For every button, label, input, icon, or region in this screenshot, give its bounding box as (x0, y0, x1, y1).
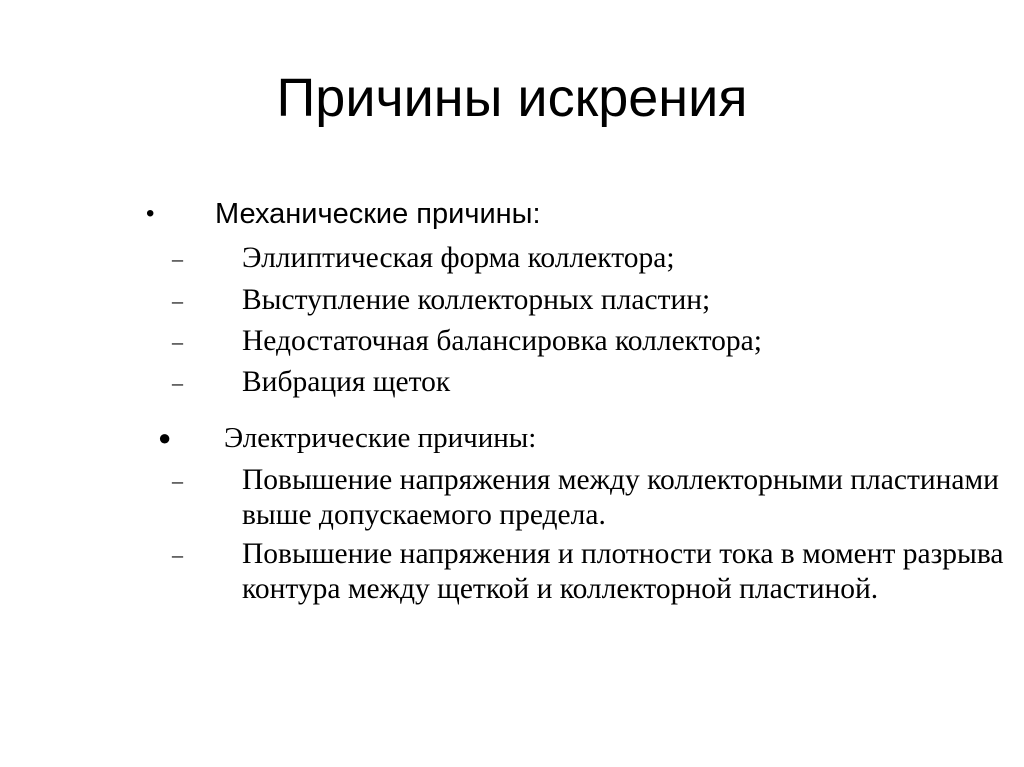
dash-icon: – (172, 542, 183, 567)
bullet-icon: ● (158, 425, 172, 450)
dash-icon: – (172, 468, 183, 493)
list-item-text: Повышение напряжения между коллекторными пластинами выше допускаемого предела. (242, 464, 999, 531)
slide-title: Причины искрения (276, 68, 748, 128)
list-item-text: Недостаточная балансировка коллектора; (242, 325, 762, 357)
dash-icon: – (172, 288, 183, 313)
dash-icon: – (172, 246, 183, 271)
list-item-text: Повышение напряжения и плотности тока в момент разрыва контура между щеткой и коллекторной пластиной. (242, 538, 1004, 605)
section-heading: Механические причины: (215, 198, 541, 230)
section-heading: Электрические причины: (224, 422, 537, 454)
dash-icon: – (172, 329, 183, 354)
bullet-icon: • (146, 200, 155, 227)
list-item-text: Вибрация щеток (242, 366, 451, 398)
dash-icon: – (172, 370, 183, 395)
list-item-text: Выступление коллекторных пластин; (242, 284, 711, 316)
list-item-text: Эллиптическая форма коллектора; (242, 242, 675, 274)
